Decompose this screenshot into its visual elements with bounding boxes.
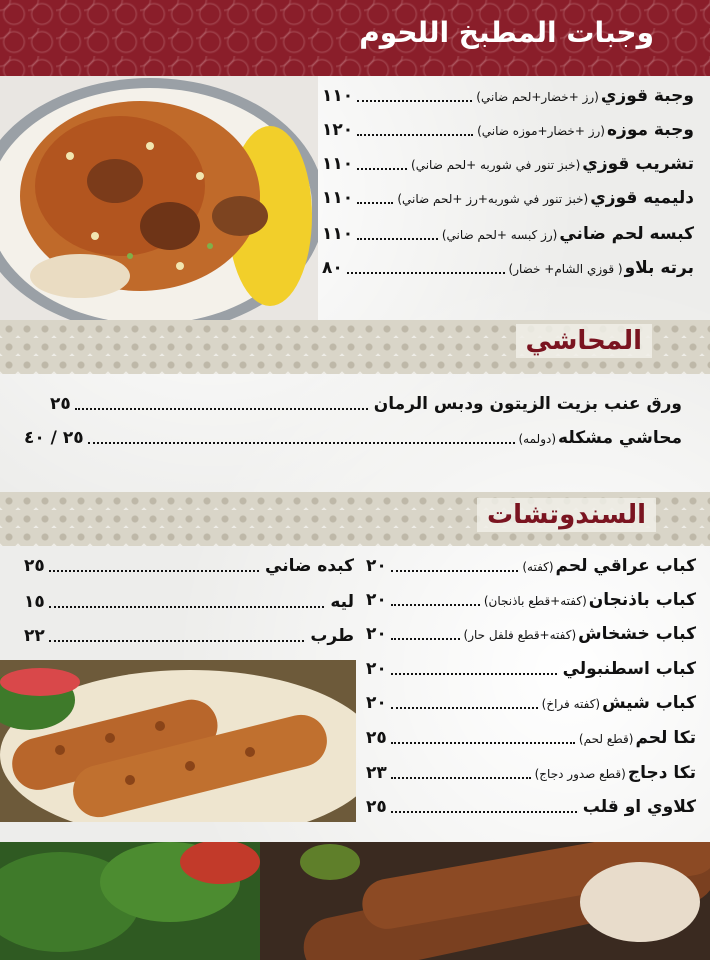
list-item: وجبة قوزي (رز +خضار+لحم ضاني) ١١٠ [322, 86, 694, 106]
list-item: كباب شيش (كفته فراخ) ٢٠ [366, 693, 696, 713]
leader-dots [391, 707, 538, 709]
leader-dots [391, 604, 480, 606]
leader-dots [391, 673, 557, 675]
leader-dots [75, 408, 368, 410]
leader-dots [357, 238, 438, 240]
kofta-image [0, 660, 356, 822]
leader-dots [357, 100, 472, 102]
leader-dots [357, 202, 393, 204]
list-item: كبده ضاني ٢٥ [24, 556, 354, 576]
list-item: تشريب قوزي (خبز تنور في شوربه +لحم ضاني) ١١٠ [322, 154, 694, 174]
rice-platter-image [0, 76, 318, 320]
page-title: وجبات المطبخ اللحوم [359, 16, 654, 49]
list-item: تكا دجاج (قطع صدور دجاج) ٢٣ [366, 763, 696, 783]
list-item: محاشي مشكله (دولمه) ٢٥ / ٤٠ [24, 428, 682, 448]
list-item: دليميه قوزي (خبز تنور في شوربه+رز +لحم ضاني) ١١٠ [322, 188, 694, 208]
leader-dots [88, 442, 515, 444]
leader-dots [49, 570, 259, 572]
leader-dots [391, 742, 575, 744]
list-item: طرب ٢٢ [24, 626, 354, 646]
leader-dots [347, 272, 505, 274]
list-item: كلاوي او قلب ٢٥ [366, 797, 696, 817]
leader-dots [391, 811, 577, 813]
list-item: برته بلاو ( قوزي الشام+ خضار) ٨٠ [322, 258, 694, 278]
list-item: تكا لحم (قطع لحم) ٢٥ [366, 728, 696, 748]
list-item: كباب خشخاش (كفته+قطع فلفل حار) ٢٠ [366, 624, 696, 644]
leader-dots [49, 640, 305, 642]
list-item: كباب اسطنبولي ٢٠ [366, 659, 696, 679]
leader-dots [391, 638, 460, 640]
mahashi-title: المحاشي [516, 324, 652, 358]
leader-dots [357, 168, 407, 170]
list-item: ورق عنب بزيت الزيتون ودبس الرمان ٢٥ [50, 394, 682, 414]
sandwiches-title: السندوتشات [477, 498, 656, 532]
list-item: ليه ١٥ [24, 592, 354, 612]
list-item: كباب باذنجان (كفته+قطع باذنجان) ٢٠ [366, 590, 696, 610]
list-item: كبسه لحم ضاني (رز كبسه +لحم ضاني) ١١٠ [322, 224, 694, 244]
grill-image [0, 842, 710, 960]
leader-dots [391, 777, 531, 779]
list-item: وجبة موزه (رز +خضار+موزه ضاني) ١٢٠ [322, 120, 694, 140]
leader-dots [357, 134, 473, 136]
leader-dots [49, 606, 325, 608]
leader-dots [391, 570, 519, 572]
list-item: كباب عراقي لحم (كفته) ٢٠ [366, 556, 696, 576]
